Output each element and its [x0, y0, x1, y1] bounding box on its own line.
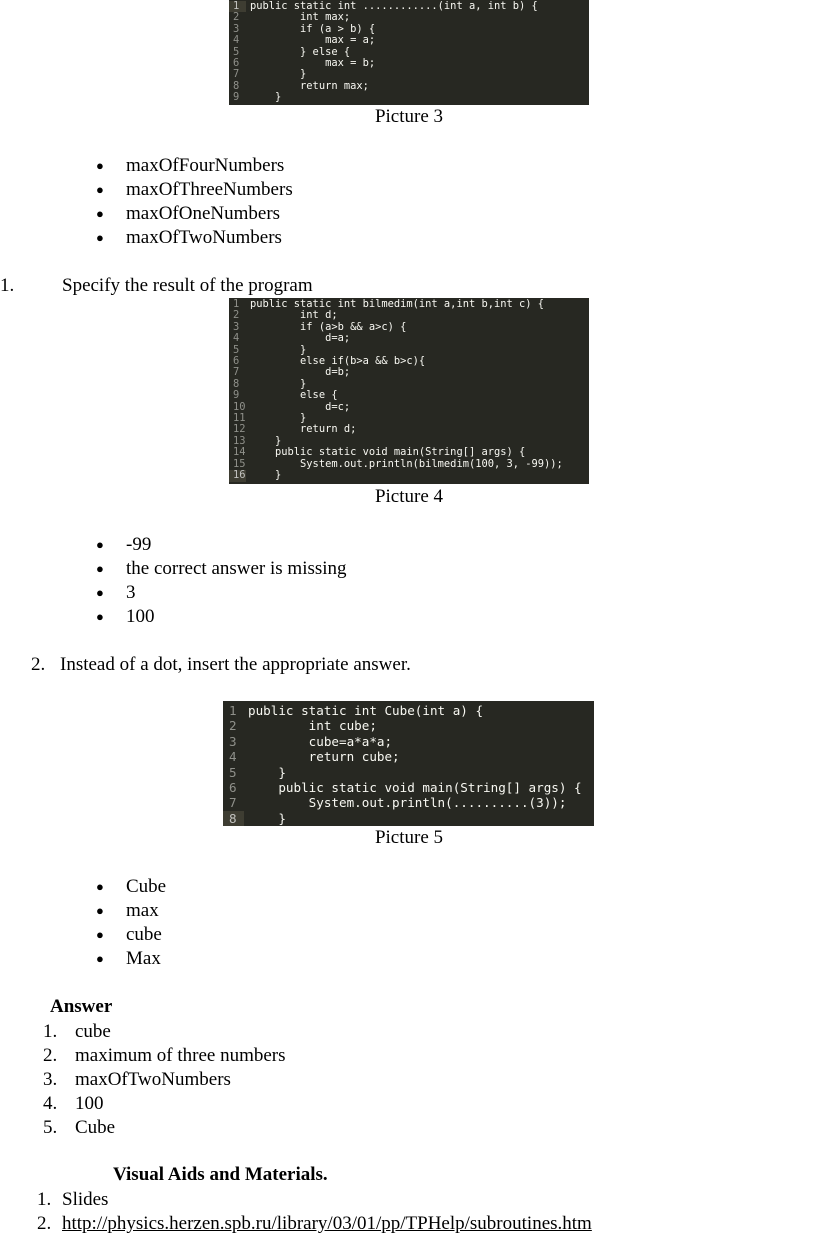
line-number: 2: [233, 309, 240, 322]
code-text: }: [250, 412, 307, 425]
line-number: 10: [233, 400, 246, 413]
code-text: d=b;: [250, 366, 351, 379]
line-number: 5: [233, 45, 240, 58]
question-1-text: Specify the result of the program: [62, 275, 313, 296]
line-number: 5: [233, 343, 240, 356]
code-block-picture-4: [229, 298, 589, 484]
code-line: [229, 390, 589, 401]
code-text: if (a > b) {: [250, 22, 376, 35]
line-number: 5: [229, 764, 237, 780]
question-2: [31, 654, 411, 676]
code-line: [223, 734, 594, 749]
list-item: 1. cube: [43, 1021, 111, 1042]
code-text: public static void main(String[] args) {: [248, 780, 582, 796]
code-text: public static int Cube(int a) {: [248, 703, 484, 718]
code-text: if (a>b && a>c) {: [250, 320, 407, 333]
list-item: 3. maxOfTwoNumbers: [43, 1069, 231, 1090]
caption-picture-5: Picture 5: [374, 827, 444, 848]
code-line: [229, 81, 589, 92]
code-line: [223, 703, 594, 718]
list-item: ● Cube: [96, 875, 166, 899]
list-item: ● maxOfFourNumbers: [96, 154, 293, 178]
line-number: 6: [233, 355, 240, 368]
code-text: }: [250, 434, 282, 447]
code-text: }: [250, 377, 307, 390]
line-number: 9: [233, 91, 240, 104]
answers-title: Answer: [50, 996, 113, 1017]
line-number: 12: [233, 423, 246, 436]
code-text: d=c;: [250, 400, 351, 413]
code-text: return cube;: [248, 749, 400, 765]
caption-picture-3: Picture 3: [374, 106, 444, 127]
answers-list: [43, 1020, 286, 1140]
options-question-2: [96, 875, 166, 971]
list-item: ● 100: [96, 605, 347, 629]
code-line: [223, 795, 594, 810]
options-picture-3: [96, 154, 293, 250]
code-text: public static int bilmedim(int a,int b,int c) {: [250, 298, 545, 310]
line-number: 2: [233, 11, 240, 24]
line-number: 9: [233, 389, 240, 402]
line-number: 2: [229, 718, 237, 734]
code-block-picture-3: [229, 0, 589, 105]
line-number: 7: [233, 366, 240, 379]
line-number: 3: [233, 22, 240, 35]
list-item: 2. maximum of three numbers: [43, 1045, 286, 1066]
line-number: 8: [223, 811, 244, 826]
list-item: ● -99: [96, 533, 347, 557]
code-text: System.out.println(..........(3));: [248, 795, 567, 811]
question-2-number: 2.: [31, 654, 46, 675]
code-line: [223, 718, 594, 733]
line-number: 14: [233, 446, 246, 459]
code-text: }: [248, 764, 286, 780]
caption-picture-4: Picture 4: [374, 486, 444, 507]
line-number: 1: [233, 298, 240, 310]
code-line: [229, 333, 589, 344]
code-text: }: [250, 469, 282, 482]
line-number: 1: [229, 1, 246, 12]
code-text: System.out.println(bilmedim(100, 3, -99));: [250, 457, 563, 470]
code-text: } else {: [250, 45, 351, 58]
code-block-picture-5: [223, 701, 594, 826]
code-line: [229, 459, 589, 470]
line-number: 7: [229, 795, 237, 811]
code-text: }: [250, 343, 307, 356]
code-line: [229, 447, 589, 458]
list-item: ● maxOfOneNumbers: [96, 202, 293, 226]
list-item: 1. Slides: [37, 1189, 109, 1210]
code-text: else if(b>a && b>c){: [250, 355, 426, 368]
code-line: [229, 35, 589, 46]
line-number: 15: [233, 457, 246, 470]
question-1: [0, 275, 313, 297]
question-2-text: Instead of a dot, insert the appropriate answer.: [60, 654, 411, 675]
line-number: 16: [229, 470, 246, 481]
list-item: 2. http://physics.herzen.spb.ru/library/03/01/pp/TPHelp/subroutines.htm: [37, 1213, 592, 1234]
code-text: public static void main(String[] args) {: [250, 446, 526, 459]
code-text: d=a;: [250, 332, 351, 345]
line-number: 8: [233, 377, 240, 390]
line-number: 6: [229, 780, 237, 796]
code-text: max = b;: [250, 57, 376, 70]
code-text: int cube;: [248, 718, 377, 734]
code-text: public static int ............(int a, int b) {: [250, 0, 538, 12]
line-number: 7: [233, 68, 240, 81]
line-number: 4: [233, 332, 240, 345]
line-number: 13: [233, 434, 246, 447]
list-item: ● cube: [96, 923, 166, 947]
line-number: 8: [233, 79, 240, 92]
line-number: 11: [233, 412, 246, 425]
list-item: ● maxOfTwoNumbers: [96, 226, 293, 250]
code-line: [229, 424, 589, 435]
list-item: ● max: [96, 899, 166, 923]
line-number: 4: [229, 749, 237, 765]
line-number: 4: [233, 34, 240, 47]
list-item: ● 3: [96, 581, 347, 605]
list-item: ● maxOfThreeNumbers: [96, 178, 293, 202]
code-text: }: [248, 810, 286, 826]
code-line: [223, 765, 594, 780]
line-number: 1: [229, 703, 237, 718]
subroutines-link[interactable]: http://physics.herzen.spb.ru/library/03/01/pp/TPHelp/subroutines.htm: [62, 1213, 592, 1234]
code-text: }: [250, 68, 307, 81]
code-line: [223, 811, 594, 826]
list-item: 5. Cube: [43, 1117, 116, 1138]
list-item: ● the correct answer is missing: [96, 557, 347, 581]
code-text: }: [250, 91, 282, 104]
line-number: 3: [233, 320, 240, 333]
code-line: [229, 470, 589, 481]
code-text: else {: [250, 389, 338, 402]
code-line: [223, 780, 594, 795]
list-item: 4. 100: [43, 1093, 104, 1114]
options-question-1: [96, 533, 347, 629]
line-number: 6: [233, 57, 240, 70]
visual-aids-list: [37, 1188, 592, 1236]
line-number: 3: [229, 733, 237, 749]
code-text: int max;: [250, 11, 351, 24]
code-text: max = a;: [250, 34, 376, 47]
code-text: cube=a*a*a;: [248, 733, 393, 749]
code-line: [223, 749, 594, 764]
code-text: return d;: [250, 423, 357, 436]
code-text: return max;: [250, 79, 369, 92]
code-text: int d;: [250, 309, 338, 322]
list-item: ● Max: [96, 947, 166, 971]
question-1-number: 1.: [0, 275, 15, 296]
code-line: [229, 92, 589, 103]
visual-aids-title: Visual Aids and Materials.: [113, 1164, 328, 1185]
